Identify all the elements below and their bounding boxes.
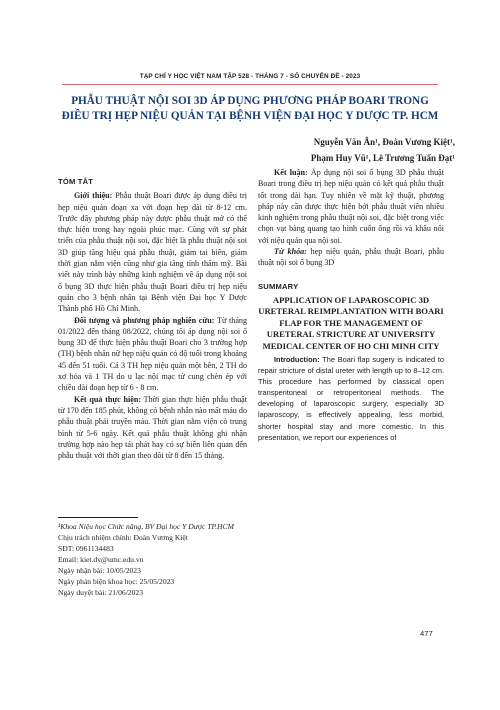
affiliation: ¹Khoa Niệu học Chức năng, BV Đại học Y Dược TP.HCM	[58, 522, 234, 531]
journal-header: TẠP CHÍ Y HỌC VIỆT NAM TẬP 528 - THÁNG 7 - SỐ CHUYÊN ĐỀ - 2023	[139, 73, 361, 80]
keywords-paragraph	[258, 246, 444, 269]
intro-text: Phẫu thuật Boari được áp dụng điều trị hẹp niệu quản đoạn xa với đoạn hẹp dài từ 8-12 cm. Trước đây phương pháp này được phẫu thuật mở có thể thực hiện trong hay ngoài phúc mạc. Cùng với sự phát triển của phẫu thuật nội soi, đặc biệt là phẫu thuật nội soi 3D giúp tăng hiệu quả phẫu thuật, giảm tai biến, giảm thời gian nằm viện cũng như gia tăng tính thẩm mỹ. Bài viết này trình bày những kinh nghiệm về áp dụng nội soi ổ bụng 3D thực hiện phẫu thuật Boari điều trị hẹp niệu quản cho 3 bệnh nhân tại Bệnh viện Đại học Y Dược Thành phố Hồ Chí Minh.	[58, 191, 247, 314]
keywords-label: Từ khóa:	[274, 247, 307, 257]
authors-line-1: Nguyễn Văn Ân¹, Đoàn Vương Kiệt¹,	[313, 137, 455, 147]
footnote	[58, 521, 247, 598]
english-intro-text: The Boari flap sugery is indicated to repair stricture of distal ureter with length up to 8–12 cm. This procedure has performed by classical open transperitoneal or retroperitoneal methods. The developing of laparoscopic surgery, especially 3D laparoscopy, is effectively appealing, less morbid, shorter hospital stay and more comestic. In this presentation, we report our experiences of	[258, 355, 444, 442]
method-text: Từ tháng 01/2022 đến tháng 08/2022, chúng tôi áp dụng nội soi ổ bụng 3D để thực hiện phẫu thuật Boari cho 3 trường hợp (TH) bệnh nhân nữ hẹp niệu quản có độ tuổi trong khoảng 45 đến 51 tuổi. Cả 3 TH hẹp niệu quản một bên, 2 TH do xơ hóa và 1 TH do u lạc nội mạc tử cung chèn ép với chiều dài đoạn hẹp từ 6 - 8 cm.	[58, 315, 248, 393]
intro-label: Giới thiệu:	[74, 191, 113, 201]
concl-paragraph	[258, 167, 444, 246]
method-paragraph	[58, 315, 247, 394]
accepted-date: Ngày duyệt bài: 21/06/2023	[58, 588, 143, 597]
received-date: Ngày nhận bài: 10/05/2023	[58, 566, 141, 575]
english-intro-paragraph	[258, 354, 444, 443]
summary-en-heading: SUMMARY	[258, 281, 299, 291]
authors-line-2: Phạm Huy Vũ¹, Lê Trương Tuấn Đạt¹	[310, 153, 455, 163]
keywords-text: hẹp niệu quản, phẫu thuật Boari, phẫu thuật nội soi ổ bụng 3D	[258, 247, 444, 268]
method-label: Đối tượng và phương pháp nghiên cứu:	[74, 315, 215, 325]
phone: SĐT: 0961134483	[58, 544, 114, 553]
review-date: Ngày phản biện khoa học: 25/05/2023	[58, 577, 175, 586]
english-title: APPLICATION OF LAPAROSCOPIC 3D URETERAL REIMPLANTATION WITH BOARI FLAP FOR THE MANAGEMENT OF URETERAL STRICTURE AT UNIVERSITY MEDICAL CENTER OF HO CHI MINH CITY	[258, 294, 444, 351]
email: Email: kiet.dv@umc.edu.vn	[58, 555, 144, 564]
concl-text: Áp dụng nội soi ổ bụng 3D phẫu thuật Boari trong điều trị hẹp niệu quản có kết quả phẫu thuật tốt trong dài hạn. Tuy nhiên về mặt kỹ thuật, phương pháp này cần được thực hiện bởi phẫu thuật viên nhiều kinh nghiệm trong phẫu thuật nội soi, đặc biệt trong việc chọn vạt bàng quang tạo hình cuốn ống rồi và khâu nối với niệu quản qua nội soi.	[258, 168, 444, 245]
summary-vi-heading: TÓM TẮT	[58, 177, 94, 186]
intro-paragraph	[58, 190, 247, 314]
header-rule	[62, 84, 438, 85]
corresponding-author: Chịu trách nhiệm chính: Đoàn Vương Kiệt	[58, 533, 188, 542]
concl-label: Kết luận:	[274, 168, 308, 177]
english-intro-label: Introduction:	[274, 355, 320, 364]
author-list	[155, 134, 455, 166]
result-paragraph	[58, 394, 247, 462]
page-number: 477	[420, 629, 433, 638]
footnote-rule	[58, 517, 138, 518]
result-text: Thời gian thực hiện phẫu thuật từ 170 đến 185 phút, không có bệnh nhân nào mất máu do phẫu thuật phải truyền máu. Thời gian nằm viện có trung bình từ 5-6 ngày. Kết quả phẫu thuật không ghi nhận trường hợp nào hẹp tái phát hay có sự biến liên quan đến phẫu thuật với thời gian theo dõi từ 8 đến 15 tháng.	[58, 394, 248, 461]
article-title	[40, 94, 460, 124]
left-column	[58, 176, 247, 461]
title-line-1: PHẪU THUẬT NỘI SOI 3D ÁP DỤNG PHƯƠNG PHÁP BOARI TRONG	[71, 95, 429, 107]
result-label: Kết quả thực hiện:	[74, 394, 142, 404]
title-line-2: ĐIỀU TRỊ HẸP NIỆU QUẢN TẠI BỆNH VIỆN ĐẠI HỌC Y DƯỢC TP. HCM	[61, 110, 439, 122]
right-column	[258, 167, 444, 443]
